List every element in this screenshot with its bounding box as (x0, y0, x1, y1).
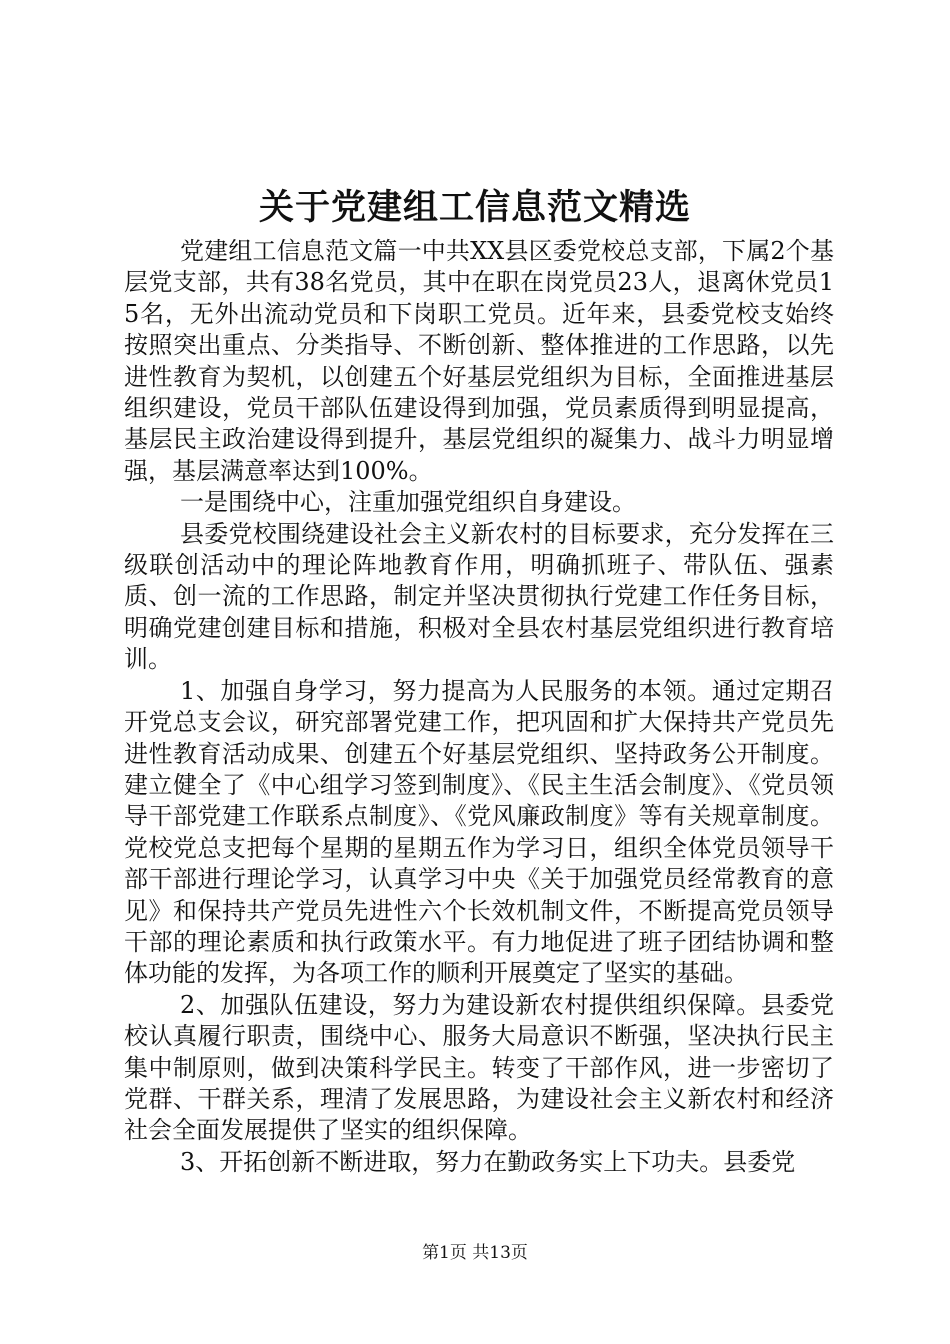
document-title: 关于党建组工信息范文精选 (258, 187, 691, 228)
paragraph: 1、加强自身学习，努力提高为人民服务的本领。通过定期召开党总支会议，研究部署党建工作，把巩固和扩大保持共产党员先进性教育活动成果、创建五个好基层党组织、坚持政务公开制度。建立健全了《中心组学习签到制度》、《民主生活会制度》、《党员领导干部党建工作联系点制度》、《党风廉政制度》等有关规章制度。党校党总支把每个星期的星期五作为学习日，组织全体党员领导干部干部进行理论学习，认真学习中央《关于加强党员经常教育的意见》和保持共产党员先进性六个长效机制文件，不断提高党员领导干部的理论素质和执行政策水平。有力地促进了班子团结协调和整体功能的发挥，为各项工作的顺利开展奠定了坚实的基础。 (124, 676, 834, 988)
paragraph: 3、开拓创新不断进取，努力在勤政务实上下功夫。县委党 (180, 1147, 796, 1176)
paragraph: 县委党校围绕建设社会主义新农村的目标要求，充分发挥在三级联创活动中的理论阵地教育作用，明确抓班子、带队伍、强素质、创一流的工作思路，制定并坚决贯彻执行党建工作任务目标，明确党建创建目标和措施，积极对全县农村基层党组织进行教育培训。 (124, 519, 834, 674)
paragraph: 一是围绕中心，注重加强党组织自身建设。 (180, 488, 636, 517)
paragraph: 党建组工信息范文篇一中共XX县区委党校总支部，下属2个基层党支部，共有38名党员，其中在职在岗党员23人，退离休党员15名，无外出流动党员和下岗职工党员。近年来，县委党校支始终按照突出重点、分类指导、不断创新、整体推进的工作思路，以先进性教育为契机，以创建五个好基层党组织为目标，全面推进基层组织建设，党员干部队伍建设得到加强，党员素质得到明显提高，基层民主政治建设得到提升，基层党组织的凝集力、战斗力明显增强，基层满意率达到100%。 (124, 237, 834, 485)
document-body (124, 236, 834, 1178)
page-footer: 第1页 共13页 (422, 1243, 528, 1263)
paragraph: 2、加强队伍建设，努力为建设新农村提供组织保障。县委党校认真履行职责，围绕中心、服务大局意识不断强，坚决执行民主集中制原则，做到决策科学民主。转变了干部作风，进一步密切了党群、干群关系，理清了发展思路，为建设社会主义新农村和经济社会全面发展提供了坚实的组织保障。 (124, 990, 834, 1145)
